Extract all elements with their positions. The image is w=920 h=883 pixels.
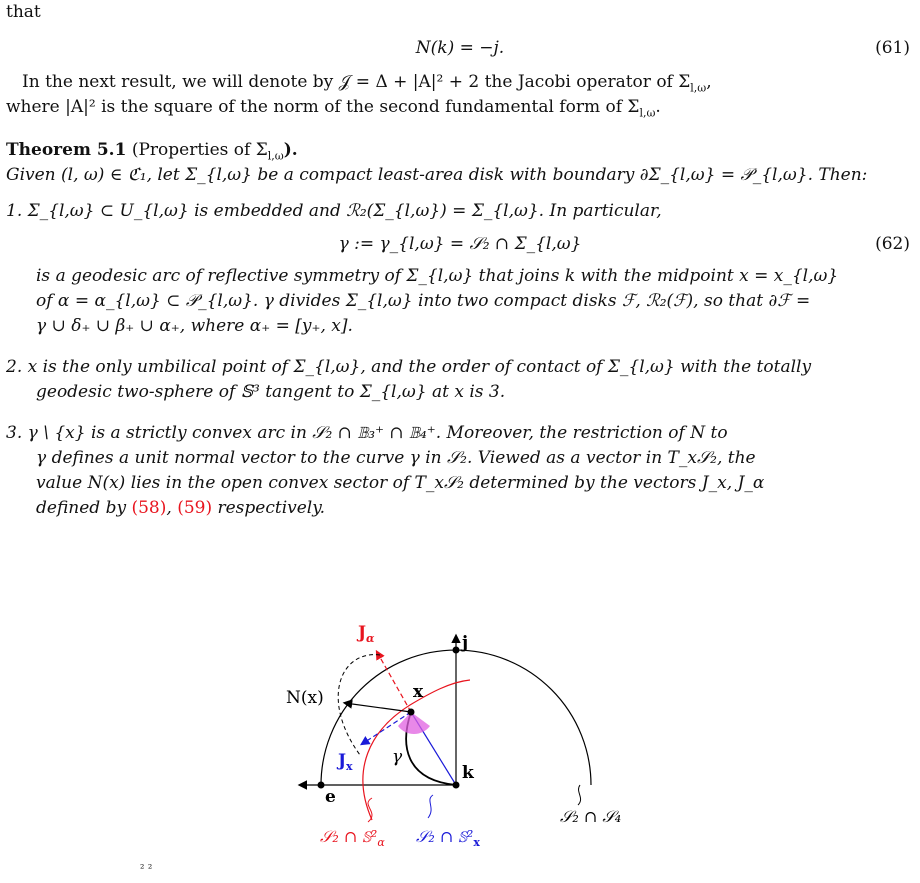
ref-58-link[interactable]: (58) bbox=[131, 498, 167, 518]
paragraph-jacobi-line2: where |A|² is the square of the norm of the second fundamental form of $\Sigma_{l,\omega}$. bbox=[6, 97, 661, 120]
item1-line4: γ ∪ δ₊ ∪ β₊ ∪ α₊, where α₊ = [y₊, x]. bbox=[36, 316, 353, 336]
equation-61: N(k) = −j. bbox=[415, 38, 505, 58]
leader-blue bbox=[428, 795, 433, 818]
label-gamma: γ bbox=[392, 747, 403, 767]
equation-62: γ := γ_{l,ω} = 𝒮₂ ∩ Σ_{l,ω} bbox=[338, 234, 582, 254]
point-x bbox=[408, 709, 415, 716]
item1-line2: is a geodesic arc of reflective symmetry of Σ_{l,ω} that joins k with the midpoint x = x_{l,ω} bbox=[36, 266, 839, 286]
item3-line4: defined by (58), (59) respectively. bbox=[36, 498, 325, 518]
label-S2-x: 𝒮₂ ∩ $𝕊^2_x$ bbox=[416, 827, 480, 849]
item3-line3: value N(x) lies in the open convex sector of T_x𝒮₂ determined by the vectors J_x, J_α bbox=[36, 473, 765, 493]
equation-61-number: (61) bbox=[875, 38, 910, 58]
theorem-heading: Theorem 5.1 (Properties of $\Sigma_{l,\omega}$). bbox=[6, 140, 298, 163]
bottom-fragment: ² ² bbox=[140, 862, 153, 875]
point-e bbox=[318, 782, 325, 789]
label-e: e bbox=[325, 787, 336, 807]
J-alpha-arrow bbox=[377, 652, 411, 712]
normal-vector-arrow bbox=[345, 703, 411, 712]
item1-line1: 1. Σ_{l,ω} ⊂ U_{l,ω} is embedded and ℛ₂(Σ_{l,ω}) = Σ_{l,ω}. In particular, bbox=[6, 201, 662, 221]
label-S2-alpha: 𝒮₂ ∩ $𝕊^2_\alpha$ bbox=[320, 827, 385, 849]
leader-black bbox=[578, 785, 581, 805]
item2-line1: 2. x is the only umbilical point of Σ_{l,ω}, and the order of contact of Σ_{l,ω} with the totally bbox=[6, 357, 812, 377]
equation-62-number: (62) bbox=[875, 234, 910, 254]
paragraph-jacobi-line1: In the next result, we will denote by 𝒥 = Δ + |A|² + 2 the Jacobi operator of $\Sigma_{l,\omega}$, bbox=[22, 72, 712, 95]
ref-59-link[interactable]: (59) bbox=[177, 498, 213, 518]
item1-line3: of α = α_{l,ω} ⊂ 𝒫_{l,ω}. γ divides Σ_{l,ω} into two compact disks ℱ, ℛ₂(ℱ), so that ∂ℱ = bbox=[36, 291, 811, 311]
geometry-figure bbox=[0, 530, 920, 870]
point-k bbox=[453, 782, 460, 789]
label-k: k bbox=[462, 763, 474, 783]
label-J-x: $J_x$ bbox=[338, 751, 353, 773]
label-J-alpha: $J_\alpha$ bbox=[358, 623, 375, 645]
item2-line2: geodesic two-sphere of 𝕊³ tangent to Σ_{l,ω} at x is 3. bbox=[36, 382, 506, 402]
label-x: x bbox=[413, 682, 424, 702]
item3-line2: γ defines a unit normal vector to the curve γ in 𝒮₂. Viewed as a vector in T_x𝒮₂, the bbox=[36, 448, 756, 468]
label-S2-S4: 𝒮₂ ∩ 𝒮₄ bbox=[560, 807, 622, 826]
label-j: j bbox=[462, 633, 469, 653]
point-j bbox=[453, 647, 460, 654]
text-that: that bbox=[6, 2, 41, 22]
theorem-given: Given (l, ω) ∈ ℭ₁, let Σ_{l,ω} be a compact least-area disk with boundary ∂Σ_{l,ω} = 𝒫_{l,ω}. Then: bbox=[6, 165, 868, 185]
label-N: N(x) bbox=[286, 688, 324, 708]
angle-sector bbox=[398, 712, 430, 734]
item3-line1: 3. γ \ {x} is a strictly convex arc in 𝒮₂ ∩ 𝔹₃⁺ ∩ 𝔹₄⁺. Moreover, the restriction of N to bbox=[6, 423, 728, 443]
